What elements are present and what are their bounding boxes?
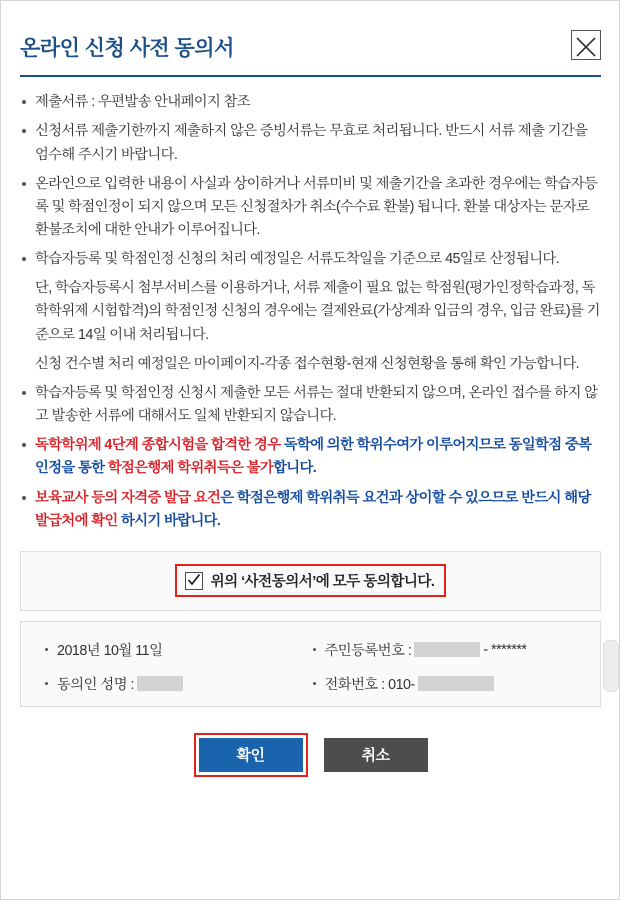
scrollbar-thumb[interactable] [603, 640, 619, 692]
terms-list [20, 91, 601, 533]
confirm-button-highlight [194, 733, 308, 777]
term-highlight-segment: 합니다. [273, 460, 317, 477]
term-highlight-segment: 발급처에 확인 [35, 512, 118, 529]
term-highlight-segment: 독학에 의한 학위수여가 이루어지므로 동일학점 중복인정을 통한 [35, 437, 592, 477]
signer-info-left-column [43, 640, 311, 708]
agreement-checkbox-panel [20, 551, 601, 611]
page-title: 온라인 신청 사전 동의서 [20, 37, 234, 60]
close-icon [572, 36, 600, 58]
signer-info-grid [43, 640, 578, 708]
confirm-button[interactable]: 확인 [199, 738, 303, 772]
term-highlight-segment: 은 학점은행제 학위취득 요건과 상이할 수 있으므로 반드시 해당 [220, 489, 591, 506]
agreement-date-row [43, 640, 311, 660]
term-item: 단, 학습자등록시 첨부서비스를 이용하거나, 서류 제출이 필요 없는 학점원(평가인정학습과정, 독학학위제 시험합격)의 학점인정 신청의 경우에는 결제완료(가상계좌 입금의 경우, 입금 완료)를 기준으로 14일 이내 처리됩니다. [35, 280, 600, 343]
agreement-highlight-box [175, 564, 447, 597]
term-item: 제출서류 : 우편발송 안내페이지 참조 [20, 91, 601, 114]
term-item-highlight [20, 487, 601, 533]
resident-number-label: 주민등록번호 : [324, 642, 412, 659]
agree-checkbox[interactable] [185, 572, 203, 590]
phone-number-label: 전화번호 : 010- [324, 676, 415, 693]
dialog-header [20, 2, 601, 75]
term-item: 신청 건수별 처리 예정일은 마이페이지-각종 접수현황-현재 신청현황을 통해 확인 가능합니다. [35, 355, 580, 372]
term-item-highlight [20, 434, 601, 480]
term-highlight-segment: 하시기 바랍니다. [117, 512, 221, 529]
term-item: 학습자등록 및 학점인정 신청시 제출한 모든 서류는 절대 반환되지 않으며, 온라인 접수를 하지 않고 발송한 서류에 대해서도 일체 반환되지 않습니다. [20, 382, 601, 428]
close-button[interactable] [571, 30, 601, 60]
term-item: 학습자등록 및 학점인정 신청의 처리 예정일은 서류도착일을 기준으로 45일로 산정됩니다. [20, 248, 601, 271]
term-item: 신청서류 제출기한까지 제출하지 않은 증빙서류는 무효로 처리됩니다. 반드시 서류 제출 기간을 엄수해 주시기 바랍니다. [20, 120, 601, 166]
signer-info-right-column [311, 640, 579, 708]
signer-info-panel [20, 621, 601, 707]
signer-name-masked-value [137, 676, 183, 691]
term-highlight-segment: 학점은행제 학위취득은 불가 [107, 460, 274, 477]
cancel-button[interactable]: 취소 [324, 738, 428, 772]
signer-name-label: 동의인 성명 : [57, 676, 134, 693]
agree-label: 위의 ‘사전동의서’에 모두 동의합니다. [210, 574, 435, 591]
resident-number-row [311, 640, 579, 660]
signer-name-row [43, 674, 311, 694]
resident-number-suffix: - ******* [483, 641, 527, 658]
dialog-button-row [20, 733, 601, 777]
term-highlight-segment: 보육교사 등의 자격증 발급 요건 [35, 489, 221, 506]
phone-number-masked-value [418, 676, 494, 691]
resident-number-masked-value [414, 642, 480, 657]
term-highlight-segment: 독학학위제 4단계 종합시험을 합격한 경우 [35, 437, 281, 454]
agreement-dialog [2, 2, 619, 898]
term-item: 온라인으로 입력한 내용이 사실과 상이하거나 서류미비 및 제출기간을 초과한 경우에는 학습자등록 및 학점인정이 되지 않으며 모든 신청절차가 취소(수수료 환불) 됩니다. 환불 대상자는 문자로 환불조치에 대한 안내가 이루어집니다. [20, 173, 601, 242]
title-divider [20, 75, 601, 77]
agreement-date-value: 2018년 10월 11일 [57, 642, 163, 659]
phone-number-row [311, 674, 579, 694]
